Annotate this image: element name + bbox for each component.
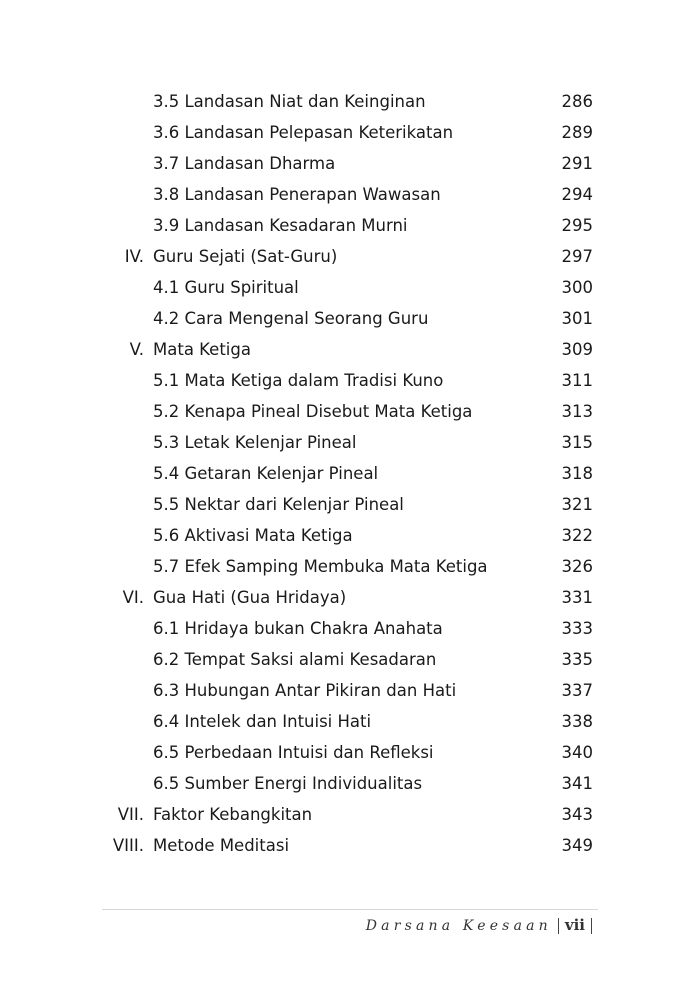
toc-chapter-number: V. [129,340,144,359]
toc-page-number: 333 [561,619,593,638]
table-of-contents [0,86,700,861]
toc-entry-title: 5.6 Aktivasi Mata Ketiga [153,526,353,545]
toc-page-number: 294 [561,185,593,204]
toc-page-number: 315 [561,433,593,452]
toc-page-number: 322 [561,526,593,545]
page-footer [366,914,598,936]
toc-chapter-number: VIII. [112,836,144,855]
toc-section-row [0,396,700,427]
toc-entry-title: 5.7 Efek Samping Membuka Mata Ketiga [153,557,488,576]
toc-page-number: 286 [561,92,593,111]
toc-entry-title: 5.5 Nektar dari Kelenjar Pineal [153,495,404,514]
toc-section-row [0,520,700,551]
toc-page-number: 340 [561,743,593,762]
footer-page-number: vii [564,916,585,934]
toc-page-number: 338 [561,712,593,731]
toc-page-number: 297 [561,247,593,266]
toc-page-number: 331 [561,588,593,607]
toc-entry-title: 4.1 Guru Spiritual [153,278,299,297]
toc-entry-title: Mata Ketiga [153,340,251,359]
toc-section-row [0,210,700,241]
toc-page-number: 301 [561,309,593,328]
toc-section-row [0,86,700,117]
toc-section-row [0,179,700,210]
toc-chapter-number: IV. [124,247,144,266]
toc-page-number: 295 [561,216,593,235]
toc-entry-title: Faktor Kebangkitan [153,805,313,824]
footer-separator-end [591,918,592,934]
toc-section-row [0,427,700,458]
toc-entry-title: 3.6 Landasan Pelepasan Keterikatan [153,123,454,142]
toc-section-row [0,365,700,396]
toc-section-row [0,551,700,582]
toc-entry-title: 5.1 Mata Ketiga dalam Tradisi Kuno [153,371,444,390]
toc-section-row [0,117,700,148]
toc-page-number: 311 [561,371,593,390]
toc-entry-title: Guru Sejati (Sat-Guru) [153,247,338,266]
toc-page-number: 337 [561,681,593,700]
toc-chapter-number: VII. [117,805,144,824]
toc-page-number: 326 [561,557,593,576]
toc-section-row [0,303,700,334]
toc-page-number: 335 [561,650,593,669]
toc-entry-title: 6.1 Hridaya bukan Chakra Anahata [153,619,443,638]
toc-entry-title: 3.9 Landasan Kesadaran Murni [153,216,408,235]
toc-entry-title: 4.2 Cara Mengenal Seorang Guru [153,309,429,328]
toc-section-row [0,706,700,737]
footer-separator [558,918,559,934]
toc-page-number: 341 [561,774,593,793]
toc-entry-title: Metode Meditasi [153,836,290,855]
footer-book-title: Darsana Keesaan [365,918,552,934]
toc-page-number: 321 [561,495,593,514]
toc-page-number: 309 [561,340,593,359]
toc-page-number: 349 [561,836,593,855]
toc-entry-title: 6.5 Sumber Energi Individualitas [153,774,423,793]
toc-entry-title: 5.4 Getaran Kelenjar Pineal [153,464,379,483]
toc-section-row [0,148,700,179]
toc-entry-title: 3.8 Landasan Penerapan Wawasan [153,185,441,204]
toc-chapter-row [0,334,700,365]
toc-chapter-number: VI. [122,588,144,607]
toc-page-number: 318 [561,464,593,483]
toc-chapter-row [0,582,700,613]
toc-entry-title: 5.2 Kenapa Pineal Disebut Mata Ketiga [153,402,473,421]
toc-entry-title: 3.5 Landasan Niat dan Keinginan [153,92,426,111]
toc-chapter-row [0,241,700,272]
toc-entry-title: 3.7 Landasan Dharma [153,154,336,173]
toc-page-number: 313 [561,402,593,421]
footer-divider [102,909,598,910]
toc-section-row [0,272,700,303]
toc-section-row [0,613,700,644]
toc-section-row [0,675,700,706]
toc-page-number: 291 [561,154,593,173]
toc-page-number: 289 [561,123,593,142]
toc-chapter-row [0,830,700,861]
toc-section-row [0,458,700,489]
toc-entry-title: 6.5 Perbedaan Intuisi dan Refleksi [153,743,434,762]
toc-entry-title: 6.4 Intelek dan Intuisi Hati [153,712,372,731]
toc-section-row [0,644,700,675]
toc-entry-title: 6.3 Hubungan Antar Pikiran dan Hati [153,681,457,700]
toc-page-number: 300 [561,278,593,297]
toc-entry-title: 6.2 Tempat Saksi alami Kesadaran [153,650,437,669]
toc-section-row [0,768,700,799]
toc-entry-title: Gua Hati (Gua Hridaya) [153,588,347,607]
toc-chapter-row [0,799,700,830]
toc-section-row [0,489,700,520]
toc-section-row [0,737,700,768]
toc-page-number: 343 [561,805,593,824]
toc-entry-title: 5.3 Letak Kelenjar Pineal [153,433,357,452]
